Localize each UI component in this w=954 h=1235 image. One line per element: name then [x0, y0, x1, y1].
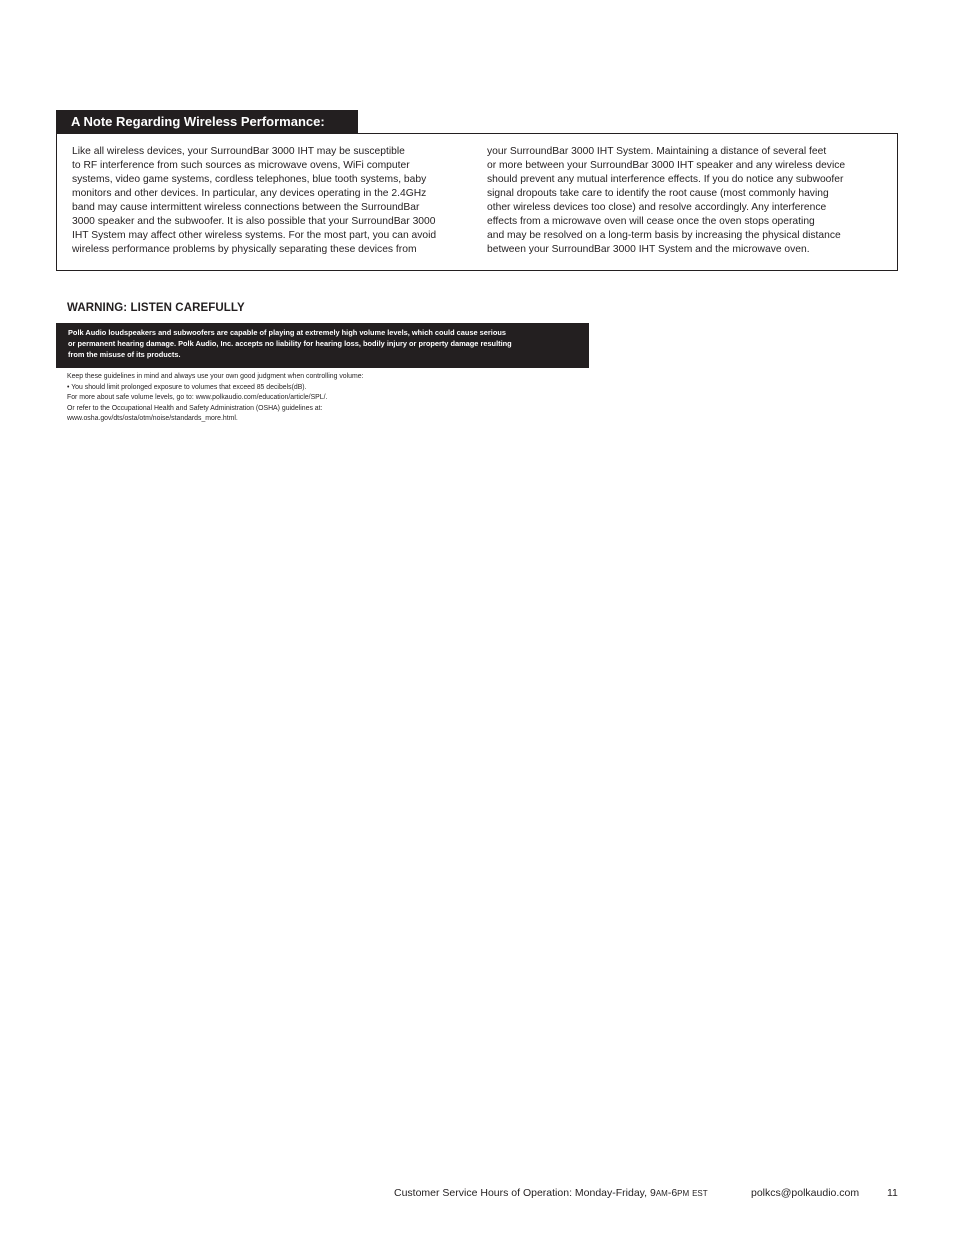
warning-line: from the misuse of its products. — [68, 350, 181, 359]
note-right-line: or more between your SurroundBar 3000 IHT speaker and any wireless device — [487, 160, 846, 171]
hours-am: AM — [655, 1189, 668, 1198]
note-left-line: Like all wireless devices, your SurroundBar 3000 IHT may be susceptible — [72, 146, 405, 157]
volume-guidelines — [67, 372, 363, 425]
note-heading: A Note Regarding Wireless Performance: — [56, 110, 358, 133]
note-left-line: 3000 speaker and the subwoofer. It is also possible that your SurroundBar 3000 — [72, 216, 436, 227]
note-right-column — [487, 145, 887, 257]
hours-timezone: EST — [692, 1189, 708, 1198]
hours-pm: PM — [677, 1189, 690, 1198]
note-left-line: to RF interference from such sources as microwave ovens, WiFi computer — [72, 160, 410, 171]
note-left-line: band may cause intermittent wireless connections between the SurroundBar — [72, 202, 420, 213]
guideline-line: • You should limit prolonged exposure to volumes that exceed 85 decibels(dB). — [67, 383, 307, 391]
note-left-line: systems, video game systems, cordless telephones, blue tooth systems, baby — [72, 174, 427, 185]
guideline-line: Or refer to the Occupational Health and Safety Administration (OSHA) guidelines at: — [67, 404, 323, 412]
hours-dash: -6 — [667, 1187, 678, 1199]
note-right-line: between your SurroundBar 3000 IHT System and the microwave oven. — [487, 244, 810, 255]
note-left-column — [72, 145, 472, 257]
hours-prefix: Customer Service Hours of Operation: Monday-Friday, 9 — [394, 1187, 656, 1199]
guideline-line: Keep these guidelines in mind and always use your own good judgment when controlling volume: — [67, 373, 364, 380]
note-left-line: wireless performance problems by physically separating these devices from — [72, 244, 417, 255]
note-right-line: your SurroundBar 3000 IHT System. Maintaining a distance of several feet — [487, 146, 827, 157]
warning-line: or permanent hearing damage. Polk Audio, Inc. accepts no liability for hearing loss, bodily injury or property damage resulting — [68, 339, 512, 348]
note-right-line: should prevent any mutual interference effects. If you do notice any subwoofer — [487, 174, 844, 185]
page-number: 11 — [887, 1187, 898, 1199]
warning-title: WARNING: LISTEN CAREFULLY — [67, 302, 245, 314]
note-right-line: signal dropouts take care to identify the root cause (most commonly having — [487, 188, 829, 199]
guideline-line: For more about safe volume levels, go to: www.polkaudio.com/education/article/SPL/. — [67, 394, 328, 401]
customer-service-hours — [394, 1187, 708, 1199]
note-right-line: and may be resolved on a long-term basis by increasing the physical distance — [487, 230, 841, 241]
note-left-line: IHT System may affect other wireless systems. For the most part, you can avoid — [72, 230, 437, 241]
guideline-line: www.osha.gov/dts/osta/otm/noise/standards_more.html. — [67, 415, 238, 422]
support-email: polkcs@polkaudio.com — [751, 1187, 860, 1199]
note-box — [56, 133, 898, 271]
warning-line: Polk Audio loudspeakers and subwoofers are capable of playing at extremely high volume levels, which could cause serious — [68, 328, 506, 337]
warning-box — [56, 323, 589, 368]
note-right-line: other wireless devices too close) and resolve accordingly. Any interference — [487, 202, 827, 213]
note-right-line: effects from a microwave oven will cease once the oven stops operating — [487, 216, 815, 227]
note-left-line: monitors and other devices. In particular, any devices operating in the 2.4GHz — [72, 188, 427, 199]
